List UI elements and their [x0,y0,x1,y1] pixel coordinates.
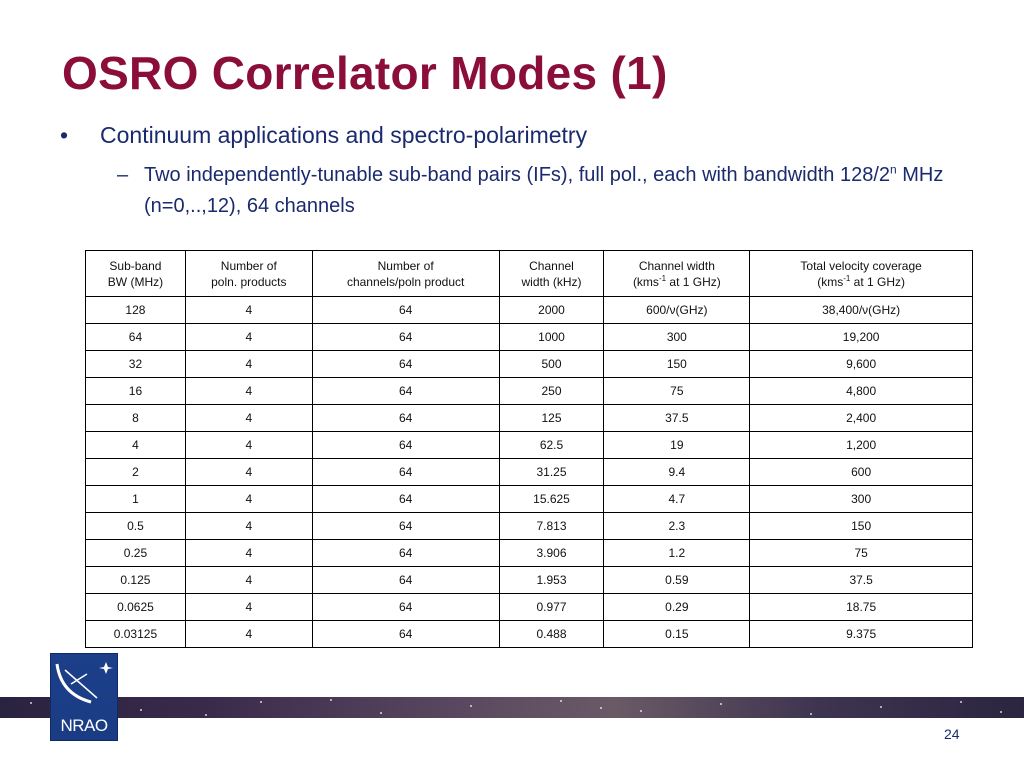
bullet-text: Continuum applications and spectro-polarimetry [100,122,588,148]
table-cell: 600 [750,459,973,486]
logo-text: NRAO [60,716,108,735]
table-cell: 4 [185,513,312,540]
star-dot [720,703,722,705]
header-poln-products: Number of poln. products [185,251,312,297]
table-header-row [86,251,973,297]
table-cell: 4 [185,324,312,351]
sub-bullet-marker: – [117,164,129,186]
table-row [86,486,973,513]
table-cell: 4 [185,486,312,513]
star-dot [640,710,642,712]
table-cell: 9.4 [604,459,750,486]
table-cell: 9,600 [750,351,973,378]
table-row [86,621,973,648]
table-cell: 4 [86,432,186,459]
table-cell: 64 [312,351,499,378]
table-cell: 64 [312,459,499,486]
table-cell: 4 [185,378,312,405]
table-row [86,432,973,459]
header-velocity-coverage: Total velocity coverage (kms$^{-1}$ at 1 GHz) [750,251,973,297]
nrao-logo-icon [50,653,118,741]
table-cell: 1,200 [750,432,973,459]
table-cell: 15.625 [499,486,604,513]
star-dot [960,701,962,703]
table-cell: 4 [185,432,312,459]
table-cell: 8 [86,405,186,432]
table-cell: 4 [185,405,312,432]
table-cell: 62.5 [499,432,604,459]
table-cell: 64 [312,486,499,513]
star-dot [810,713,812,715]
table-cell: 64 [312,513,499,540]
bullet-level1 [60,122,587,149]
table-cell: 4.7 [604,486,750,513]
table-row [86,297,973,324]
star-dot [470,705,472,707]
table-row [86,324,973,351]
table-cell: 1.953 [499,567,604,594]
table-cell: 64 [312,432,499,459]
sub-bullet-text-part2: MHz (n=0,..,12), 64 channels [144,164,944,217]
table-cell: 0.977 [499,594,604,621]
table-cell: 64 [312,594,499,621]
table-cell: 7.813 [499,513,604,540]
table-cell: 0.59 [604,567,750,594]
table-cell: 2,400 [750,405,973,432]
table-cell: 250 [499,378,604,405]
star-dot [30,702,32,704]
table-cell: 300 [750,486,973,513]
table-cell: 0.125 [86,567,186,594]
table-cell: 31.25 [499,459,604,486]
header-channel-width-kms: Channel width (kms$^{-1}$ at 1 GHz) [604,251,750,297]
sub-bullet-superscript: n [890,162,897,177]
table-cell: 4 [185,351,312,378]
table-row [86,351,973,378]
table-cell: 19,200 [750,324,973,351]
table-cell: 1000 [499,324,604,351]
table-cell: 4 [185,459,312,486]
table-row [86,567,973,594]
table-cell: 2000 [499,297,604,324]
bullet-marker: • [60,122,69,148]
table-cell: 4 [185,540,312,567]
table-cell: 64 [312,405,499,432]
star-dot [380,712,382,714]
table-cell: 2 [86,459,186,486]
table-cell: 9.375 [750,621,973,648]
table-cell: 4 [185,621,312,648]
table-cell: 0.25 [86,540,186,567]
star-dot [880,706,882,708]
table-cell: 0.5 [86,513,186,540]
table-cell: 3.906 [499,540,604,567]
header-subband-bw: Sub-band BW (MHz) [86,251,186,297]
page-number: 24 [944,726,960,742]
table-cell: 75 [604,378,750,405]
table-cell: 64 [312,540,499,567]
star-dot [560,700,562,702]
table-cell: 500 [499,351,604,378]
table-row [86,540,973,567]
table-cell: 0.0625 [86,594,186,621]
star-dot [205,714,207,716]
starfield-band [0,697,1024,718]
star-dot [140,709,142,711]
table-row [86,405,973,432]
table-cell: 19 [604,432,750,459]
sub-bullet-text-part1: Two independently-tunable sub-band pairs (IFs), full pol., each with bandwidth 128/2 [144,164,891,186]
table-row [86,378,973,405]
sub-bullet-text [117,160,957,222]
table-cell: 2.3 [604,513,750,540]
star-dot [260,701,262,703]
table-cell: 4 [185,594,312,621]
table-cell: 0.488 [499,621,604,648]
table-row [86,594,973,621]
table-cell: 38,400/ν(GHz) [750,297,973,324]
table-cell: 16 [86,378,186,405]
star-dot [1000,711,1002,713]
table-cell: 4 [185,567,312,594]
table-cell: 64 [312,297,499,324]
table-cell: 0.29 [604,594,750,621]
star-dot [600,707,602,709]
header-channel-width-khz: Channel width (kHz) [499,251,604,297]
table-row [86,513,973,540]
correlator-modes-table [85,250,973,648]
table-cell: 64 [312,621,499,648]
table-cell: 0.15 [604,621,750,648]
table-cell: 1 [86,486,186,513]
table-cell: 37.5 [750,567,973,594]
table-cell: 600/ν(GHz) [604,297,750,324]
table-cell: 64 [312,378,499,405]
table-cell: 32 [86,351,186,378]
table-cell: 0.03125 [86,621,186,648]
slide-title: OSRO Correlator Modes (1) [62,47,668,99]
star-dot [330,699,332,701]
table-cell: 150 [604,351,750,378]
table-cell: 75 [750,540,973,567]
table-cell: 300 [604,324,750,351]
table-cell: 64 [312,324,499,351]
table-cell: 4 [185,297,312,324]
table-cell: 125 [499,405,604,432]
bullet-level2 [117,160,957,222]
table-cell: 150 [750,513,973,540]
header-channels: Number of channels/poln product [312,251,499,297]
table-cell: 1.2 [604,540,750,567]
table-cell: 18.75 [750,594,973,621]
table-cell: 4,800 [750,378,973,405]
table-row [86,459,973,486]
table-cell: 64 [86,324,186,351]
table-cell: 37.5 [604,405,750,432]
table-cell: 64 [312,567,499,594]
table-cell: 128 [86,297,186,324]
